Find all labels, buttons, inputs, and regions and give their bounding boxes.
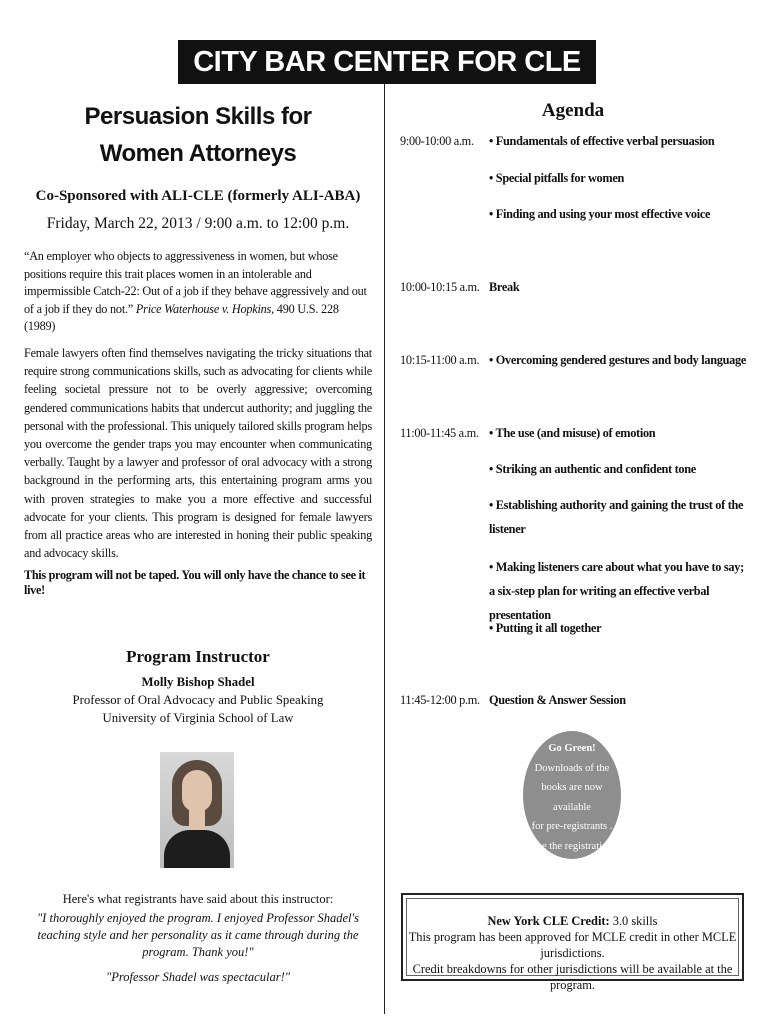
- program-title: [24, 98, 372, 172]
- testimonials-heading: Here's what registrants have said about this instructor:: [62, 892, 334, 906]
- title-line-2: Women Attorneys: [99, 140, 297, 167]
- credit-label: New York CLE Credit:: [487, 914, 610, 928]
- agenda-time: 11:45-12:00 p.m.: [400, 693, 480, 707]
- instructor-school: University of Virginia School of Law: [102, 711, 294, 725]
- column-divider: [384, 84, 385, 1014]
- agenda-item: • Establishing authority and gaining the trust of the listener: [489, 498, 744, 536]
- agenda-time: 9:00-10:00 a.m.: [400, 134, 474, 148]
- agenda-item: • Overcoming gendered gestures and body language: [489, 353, 747, 367]
- agenda-item: • Putting it all together: [489, 621, 602, 635]
- testimonials: [24, 891, 372, 986]
- credit-line-3: Credit breakdowns for other jurisdictions will be available at the program.: [412, 962, 733, 992]
- go-green-line: books are now available: [541, 782, 603, 813]
- agenda-item: • Making listeners care about what you have to say; a six-step plan for writing an effective verbal presentation: [489, 560, 744, 622]
- agenda-heading: Agenda: [541, 100, 605, 121]
- instructor-photo: [160, 752, 234, 868]
- testimonial-quote-2: "Professor Shadel was spectacular!": [106, 970, 290, 984]
- agenda-item: • Finding and using your most effective voice: [489, 207, 711, 221]
- go-green-line: for pre-registrants .: [531, 821, 613, 832]
- go-green-line: Downloads of the: [534, 762, 610, 774]
- description: Female lawyers often find themselves navigating the tricky situations that require strong communications skills, such as advocating for clients while feeling societal pressure not to be overly aggressive; overcoming gendered communications habits that undercut authority; and juggling the personal with the professional. This uniquely tailored skills program helps you overcome the gender traps you may encounter when communicating verbally. Taught by a lawyer and professor of oral advocacy with a strong background in the performing arts, this entertaining program arms you with proven strategies to make you a more effective and successful advocate for your clients. This program is designed for female lawyers from all practice areas who are interested in honing their public speaking and advocacy skills.: [24, 345, 372, 561]
- go-green-line: page for details.: [538, 860, 606, 871]
- instructor-name: Molly Bishop Shadel: [141, 675, 255, 689]
- case-quote: [24, 248, 372, 336]
- testimonial-quote-1: "I thoroughly enjoyed the program. I enjoyed Professor Shadel's teaching style and her personality as it came through during the program. Thank you!": [36, 911, 360, 959]
- not-taped-note: This program will not be taped. You will only have the chance to see it live!: [24, 568, 366, 598]
- go-green-badge: [523, 731, 621, 871]
- agenda-item: Question & Answer Session: [489, 693, 626, 707]
- agenda-time: 10:15-11:00 a.m.: [400, 353, 480, 367]
- go-green-line: See the registration: [531, 840, 613, 852]
- page-banner: CITY BAR CENTER FOR CLE: [178, 40, 596, 84]
- instructor-section: [24, 645, 372, 727]
- quote-citation: Price Waterhouse v. Hopkins,: [135, 301, 274, 316]
- agenda-item: • The use (and misuse) of emotion: [489, 426, 656, 440]
- quote-text: “An employer who objects to aggressiveness in women, but whose positions require this trait places women in an intolerable and impermissible Catch-22: Out of a job if they behave aggressively and out of a job if they do not.”: [24, 249, 367, 316]
- agenda-item: • Fundamentals of effective verbal persuasion: [489, 134, 715, 148]
- go-green-heading: Go Green!: [548, 743, 596, 754]
- program-description: [24, 98, 372, 598]
- program-date: Friday, March 22, 2013 / 9:00 a.m. to 12:00 p.m.: [46, 215, 350, 232]
- cle-credit-box: [401, 893, 744, 992]
- instructor-heading: Program Instructor: [126, 647, 270, 666]
- instructor-role: Professor of Oral Advocacy and Public Speaking: [72, 693, 324, 707]
- quote-reference: 490 U.S. 228 (1989): [24, 301, 339, 334]
- credit-line-2: This program has been approved for MCLE credit in other MCLE jurisdictions.: [408, 930, 737, 960]
- agenda-item: • Special pitfalls for women: [489, 171, 625, 185]
- cosponsor: Co-Sponsored with ALI-CLE (formerly ALI-ABA): [35, 188, 361, 204]
- title-line-1: Persuasion Skills for: [84, 103, 312, 130]
- agenda-item: Break: [489, 280, 520, 294]
- agenda-time: 10:00-10:15 a.m.: [400, 280, 480, 294]
- agenda-item: • Striking an authentic and confident tone: [489, 462, 696, 476]
- agenda-time: 11:00-11:45 a.m.: [400, 426, 479, 440]
- credit-value: 3.0 skills: [609, 914, 658, 928]
